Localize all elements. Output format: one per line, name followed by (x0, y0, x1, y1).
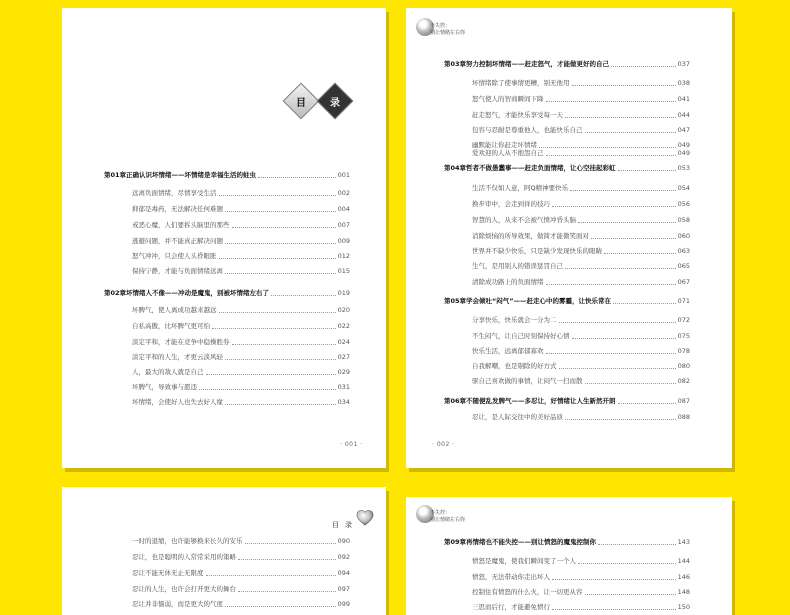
toc-chapter-label: 第05章 (444, 297, 467, 305)
leader-dots (232, 344, 336, 345)
toc-page-number: 034 (337, 398, 350, 406)
toc-section-title: 远离负面情绪，尽情享受生活 (132, 189, 217, 197)
toc-page-3 (62, 487, 386, 615)
leader-dots (219, 312, 336, 313)
toc-chapter-text: 学会倾吐“闷气”——赶走心中的雾霾，让快乐常在 (466, 297, 612, 305)
leader-dots (225, 404, 336, 405)
leader-dots (225, 243, 336, 244)
toc-chapter-title (444, 60, 609, 69)
toc-section-title: 抑郁是毒药，无法解决任何难题 (132, 205, 223, 213)
leader-dots (552, 609, 676, 610)
toc-section-title: 赶走怒气，才能快乐享受每一天 (472, 111, 563, 119)
toc-section-entry[interactable] (132, 398, 350, 407)
toc-page-number: 037 (677, 60, 690, 68)
toc-page-number: 012 (337, 252, 350, 260)
leader-dots (572, 338, 676, 339)
toc-section-entry[interactable] (472, 247, 690, 256)
toc-page-number: 088 (677, 413, 690, 421)
toc-section-title: 幽默能让你赶走坏情绪 (472, 141, 537, 149)
toc-section-title: 怒气冲冲，只会使人头昏眼胀 (132, 252, 217, 260)
leader-dots (212, 328, 336, 329)
leader-dots (598, 544, 676, 545)
toc-section-entry[interactable] (132, 306, 350, 315)
toc-section-entry[interactable] (472, 79, 690, 88)
toc-page-number: 090 (337, 537, 350, 545)
toc-section-title: 坏脾气，使人离成功越来越远 (132, 306, 217, 314)
toc-section-entry[interactable] (132, 585, 350, 594)
toc-page-number: 007 (337, 221, 350, 229)
toc-title (332, 520, 358, 530)
toc-section-entry[interactable] (472, 557, 690, 566)
toc-page-number: 063 (677, 247, 690, 255)
leader-dots (565, 268, 676, 269)
running-header-line: 别让情绪左右你 (430, 517, 466, 523)
heart-icon (356, 509, 374, 527)
leader-dots (591, 238, 676, 239)
toc-section-entry[interactable] (132, 221, 350, 230)
toc-page-number: 049 (677, 149, 690, 157)
toc-chapter-label: 第06章 (444, 397, 467, 405)
toc-section-title: 愤怒是魔鬼，使我们瞬间变了一个人 (472, 557, 576, 565)
toc-chapter-title (444, 538, 596, 547)
toc-page-number: 041 (677, 95, 690, 103)
toc-section-title: 忍让并非懦弱，而是更大的气度 (132, 600, 223, 608)
toc-title-diamond (283, 83, 320, 120)
toc-section-title: 生气，是用别人的错误惩罚自己 (472, 262, 563, 270)
toc-section-title: 愤怒，无法带动你走出坏人 (472, 573, 550, 581)
leader-dots (546, 353, 676, 354)
leader-dots (219, 258, 336, 259)
toc-section-title: 分享快乐，快乐就会一分为二 (472, 316, 557, 324)
toc-chapter-text: 正确认识坏情绪——坏情绪是幸福生活的蛀虫 (126, 171, 256, 179)
leader-dots (585, 594, 676, 595)
toc-page-number: 047 (677, 126, 690, 134)
toc-section-entry[interactable] (472, 149, 690, 158)
toc-chapter-entry[interactable] (444, 164, 690, 173)
toc-section-entry[interactable] (132, 338, 350, 347)
leader-dots (618, 170, 676, 171)
toc-section-entry[interactable] (472, 347, 690, 356)
toc-section-entry[interactable] (472, 126, 690, 135)
toc-page-number: 029 (337, 368, 350, 376)
toc-section-title: 清除成功路上的负面情绪 (472, 278, 544, 286)
toc-section-entry[interactable] (472, 216, 690, 225)
leader-dots (618, 403, 676, 404)
toc-page-number: 020 (337, 306, 350, 314)
toc-section-title: 忍让不能无休无止无限度 (132, 569, 204, 577)
toc-page-number: 053 (677, 164, 690, 172)
toc-page-number: 097 (337, 585, 350, 593)
leader-dots (559, 368, 676, 369)
toc-section-title: 戒恶心魔，人们要拆头脑里的那些 (132, 221, 230, 229)
toc-page-number: 080 (677, 362, 690, 370)
toc-section-entry[interactable] (132, 569, 350, 578)
toc-page-number: 065 (677, 262, 690, 270)
leader-dots (245, 543, 336, 544)
toc-section-title: 忍让，是人际交往中的美好品质 (472, 413, 563, 421)
toc-section-title: 换步审中，会走到祥的技巧 (472, 200, 550, 208)
toc-chapter-text: 哲者不做愚蠢事——赶走负面情绪，让心空挂起彩虹 (466, 164, 616, 172)
leader-dots (552, 206, 676, 207)
toc-chapter-label: 第02章 (104, 289, 127, 297)
leader-dots (271, 295, 336, 296)
toc-page-number: 148 (677, 588, 690, 596)
toc-section-entry[interactable] (132, 252, 350, 261)
leader-dots (585, 383, 676, 384)
toc-chapter-text: 坏情绪人不像——冲动是魔鬼，别被坏情绪左右了 (126, 289, 269, 297)
leader-dots (565, 117, 676, 118)
toc-section-title: 淡定平和的人生，才更云淡风轻 (132, 353, 223, 361)
toc-section-title: 三思而后行，才能避免愤行 (472, 603, 550, 611)
toc-section-title: 不生闷气，让自己时刻保持好心情 (472, 332, 570, 340)
leader-dots (585, 132, 676, 133)
toc-section-entry[interactable] (132, 600, 350, 609)
leader-dots (238, 591, 336, 592)
leader-dots (232, 227, 336, 228)
leader-dots (225, 211, 336, 212)
toc-page-number: 044 (677, 111, 690, 119)
leader-dots (578, 563, 676, 564)
toc-section-title: 保持宁静，才能与负面情绪远离 (132, 267, 223, 275)
toc-section-title: 自私高傲，比坏脾气更可怕 (132, 322, 210, 330)
toc-section-title: 坏情绪除了使事情更糟，别无他用 (472, 79, 570, 87)
leader-dots (199, 389, 336, 390)
toc-title-char: 目 (296, 97, 306, 109)
toc-section-title: 生活不仅如人意，阿Q精神要快乐 (472, 184, 569, 192)
toc-chapter-title (444, 164, 616, 173)
toc-section-entry[interactable] (132, 537, 350, 546)
toc-section-title: 淡定平和，才能在竞争中稳操胜券 (132, 338, 230, 346)
toc-chapter-title (444, 297, 611, 306)
toc-page-number: 144 (677, 557, 690, 565)
running-header-line: 别让情绪左右你 (430, 30, 466, 36)
leader-dots (206, 374, 336, 375)
toc-section-entry[interactable] (472, 603, 690, 612)
toc-title-char: 录 (345, 521, 358, 529)
toc-section-entry[interactable] (132, 267, 350, 276)
leader-dots (219, 195, 336, 196)
toc-page-number: 022 (337, 322, 350, 330)
toc-page-number: 071 (677, 297, 690, 305)
toc-page-number: 150 (677, 603, 690, 611)
toc-page-number: 002 (337, 189, 350, 197)
toc-page-number: 099 (337, 600, 350, 608)
toc-chapter-entry[interactable] (444, 397, 690, 406)
toc-section-title: 快乐生活，远离郁郁寡欢 (472, 347, 544, 355)
leader-dots (611, 66, 676, 67)
toc-page-number: 038 (677, 79, 690, 87)
toc-chapter-label: 第09章 (444, 538, 467, 546)
toc-section-entry[interactable] (132, 353, 350, 362)
toc-section-entry[interactable] (472, 377, 690, 386)
toc-section-entry[interactable] (132, 322, 350, 331)
toc-section-title: 包容与忍耐是尊重他人，也能快乐自己 (472, 126, 583, 134)
toc-section-title: 一时的退缩，也许能够换来长久的安乐 (132, 537, 243, 545)
toc-page-number: 024 (337, 338, 350, 346)
toc-chapter-text: 不随便乱发脾气——多忍让，好情绪让人生新然开朗 (466, 397, 616, 405)
toc-page-number: 072 (677, 316, 690, 324)
toc-page-number: 031 (337, 383, 350, 391)
toc-chapter-text: 努力控制坏情绪——赶走怒气，才能做更好的自己 (466, 60, 609, 68)
toc-section-entry[interactable] (132, 368, 350, 377)
toc-section-entry[interactable] (132, 205, 350, 214)
leader-dots (206, 575, 336, 576)
leader-dots (565, 419, 676, 420)
toc-title-char: 录 (330, 97, 340, 109)
toc-section-title: 人，最大的敌人就是自己 (132, 368, 204, 376)
toc-page-4 (406, 497, 732, 615)
running-header (430, 23, 465, 37)
running-header-line: 不失控： (430, 510, 451, 516)
toc-chapter-text: 再情绪也不能失控——别让愤怒的魔鬼控制你 (466, 538, 596, 546)
toc-section-title: 爱欢迎的人从不抱怨自己 (472, 149, 544, 157)
toc-title-diamond (317, 83, 354, 120)
toc-page-number: 143 (677, 538, 690, 546)
toc-section-title: 控制住有愤怒的什么火，让一切更从容 (472, 588, 583, 596)
toc-section-title: 自我解嘲，也是剔除的好方式 (472, 362, 557, 370)
toc-section-entry[interactable] (472, 362, 690, 371)
toc-section-entry[interactable] (132, 383, 350, 392)
toc-section-entry[interactable] (472, 316, 690, 325)
toc-page-2 (406, 8, 732, 468)
leader-dots (613, 303, 676, 304)
running-header-line: 不失控： (430, 23, 451, 29)
leader-dots (572, 85, 676, 86)
leader-dots (258, 177, 336, 178)
toc-section-entry[interactable] (132, 237, 350, 246)
leader-dots (539, 147, 676, 148)
toc-section-entry[interactable] (132, 189, 350, 198)
toc-section-entry[interactable] (472, 232, 690, 241)
toc-section-entry[interactable] (472, 588, 690, 597)
toc-chapter-entry[interactable] (444, 297, 690, 306)
toc-section-entry[interactable] (472, 111, 690, 120)
toc-chapter-entry[interactable] (444, 60, 690, 69)
toc-section-title: 逃避问题，并不能真正解决问题 (132, 237, 223, 245)
toc-chapter-entry[interactable] (104, 289, 350, 298)
leader-dots (225, 273, 336, 274)
toc-section-title: 坏情绪，会使好人也失去好人缘 (132, 398, 223, 406)
toc-page-number: 094 (337, 569, 350, 577)
toc-page-number: 060 (677, 232, 690, 240)
toc-section-entry[interactable] (472, 278, 690, 287)
toc-section-entry[interactable] (472, 262, 690, 271)
toc-chapter-title (104, 171, 256, 180)
toc-page-number: 027 (337, 353, 350, 361)
leader-dots (604, 253, 676, 254)
leader-dots (225, 359, 336, 360)
toc-page-number: 049 (677, 141, 690, 149)
toc-section-title: 忍让的人生，也许会打开更大的舞台 (132, 585, 236, 593)
toc-page-number: 078 (677, 347, 690, 355)
running-header (430, 510, 465, 524)
leader-dots (578, 222, 676, 223)
toc-page-number: 067 (677, 278, 690, 286)
toc-chapter-title (444, 397, 616, 406)
toc-section-entry[interactable] (472, 95, 690, 104)
toc-page-number: 015 (337, 267, 350, 275)
leader-dots (225, 606, 336, 607)
toc-section-entry[interactable] (132, 553, 350, 562)
toc-page-number: 056 (677, 200, 690, 208)
toc-chapter-label: 第01章 (104, 171, 127, 179)
toc-chapter-title (104, 289, 269, 298)
leader-dots (546, 101, 676, 102)
page-folio: · 002 · (432, 441, 455, 448)
toc-page-number: 146 (677, 573, 690, 581)
toc-section-title: 智慧的人，从来不会被气愤冲昏头脑 (472, 216, 576, 224)
toc-section-entry[interactable] (472, 184, 690, 193)
toc-page-number: 075 (677, 332, 690, 340)
toc-section-title: 怒气使人的智商瞬间下降 (472, 95, 544, 103)
toc-page-number: 004 (337, 205, 350, 213)
toc-section-title: 消除烦恼的所导效果，做简才能微笑面对 (472, 232, 589, 240)
leader-dots (559, 322, 676, 323)
toc-section-title: 驱自己喜欢做的事情，让闷气一扫而散 (472, 377, 583, 385)
toc-page-1 (62, 8, 386, 468)
toc-chapter-label: 第04章 (444, 164, 467, 172)
toc-section-title: 忍让，也是聪明的人常常采用的策略 (132, 553, 236, 561)
toc-page-number: 087 (677, 397, 690, 405)
leader-dots (238, 559, 336, 560)
toc-page-number: 054 (677, 184, 690, 192)
toc-title (288, 88, 348, 114)
toc-section-entry[interactable] (472, 573, 690, 582)
toc-section-title: 坏脾气，导致事与愿违 (132, 383, 197, 391)
toc-title-char: 目 (332, 521, 345, 529)
leader-dots (570, 190, 675, 191)
leader-dots (546, 284, 676, 285)
toc-page-number: 082 (677, 377, 690, 385)
toc-section-entry[interactable] (472, 413, 690, 422)
toc-page-number: 009 (337, 237, 350, 245)
toc-section-entry[interactable] (472, 200, 690, 209)
toc-chapter-label: 第03章 (444, 60, 467, 68)
toc-section-title: 世界并不缺少快乐，只是缺少发现快乐的眼睛 (472, 247, 602, 255)
page-folio: · 001 · (340, 441, 363, 448)
toc-section-entry[interactable] (472, 332, 690, 341)
toc-chapter-entry[interactable] (444, 538, 690, 547)
leader-dots (552, 579, 676, 580)
toc-chapter-entry[interactable] (104, 171, 350, 180)
toc-page-number: 001 (337, 171, 350, 179)
toc-page-number: 019 (337, 289, 350, 297)
toc-page-number: 058 (677, 216, 690, 224)
toc-page-number: 092 (337, 553, 350, 561)
leader-dots (546, 155, 676, 156)
